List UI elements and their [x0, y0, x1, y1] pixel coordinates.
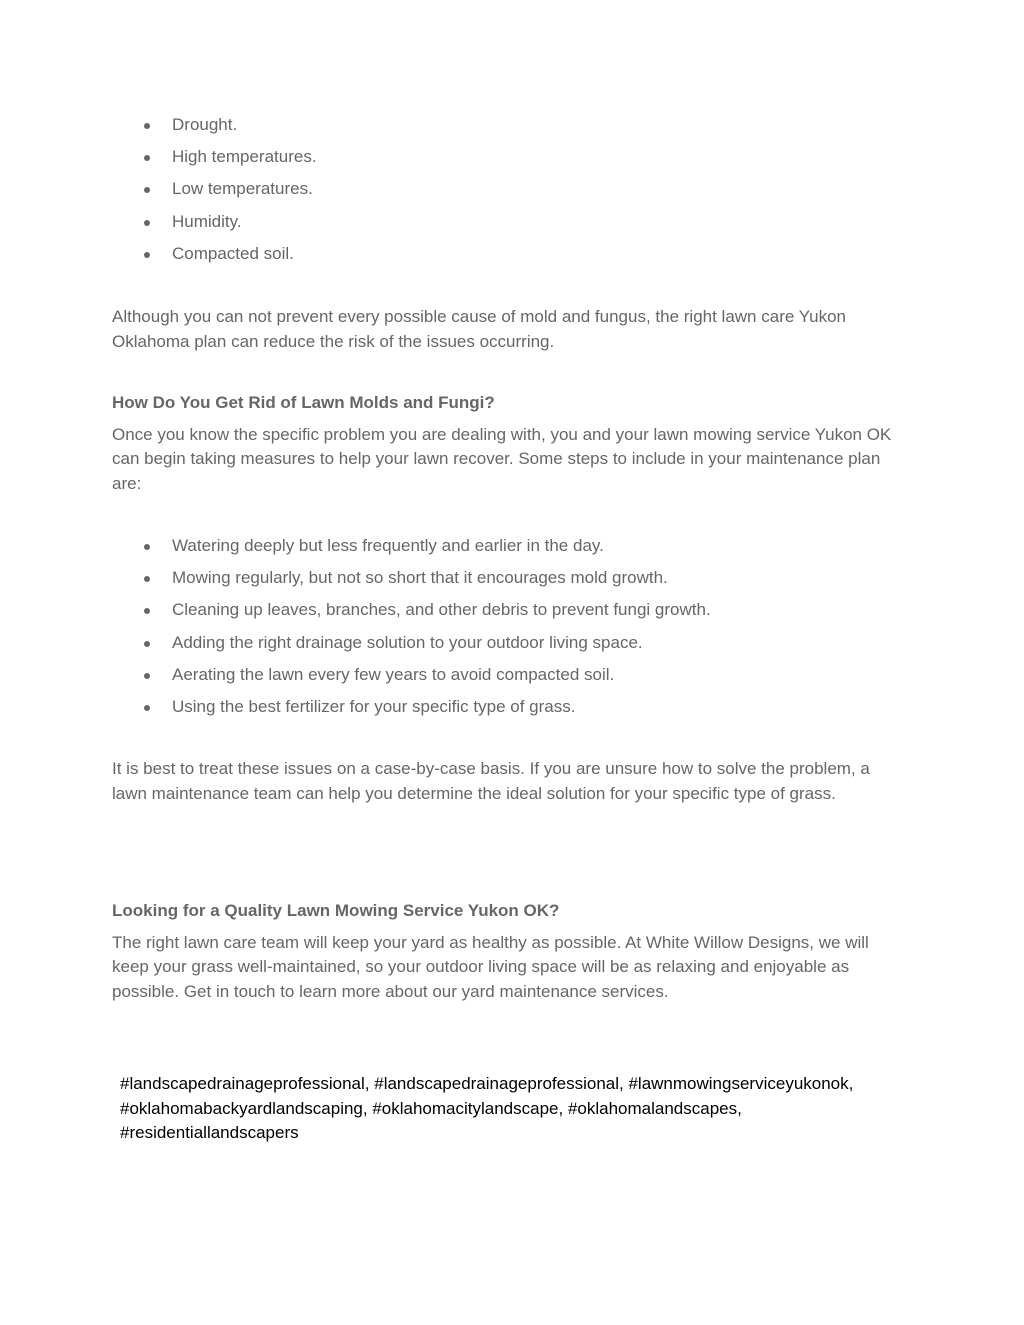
list-item-text: Using the best fertilizer for your specific type of grass. [172, 696, 576, 716]
list-item-text: Low temperatures. [172, 179, 313, 199]
list-item-text: Compacted soil. [172, 243, 294, 263]
list-item [112, 663, 902, 695]
prevention-paragraph: Although you can not prevent every possible cause of mold and fungus, the right lawn care Yukon Oklahoma plan can reduce the risk of the issues occurring. [112, 307, 846, 351]
bullet-icon [144, 608, 150, 614]
list-item [112, 145, 902, 177]
steps-list [112, 534, 902, 727]
hashtags: #landscapedrainageprofessional, #landscapedrainageprofessional, #lawnmowingserviceyukonok, #oklahomabackyardlandscaping, #oklahomacitylandscape, #oklahomalandscapes, #residentiallandscapers [120, 1074, 854, 1142]
list-item-text: Adding the right drainage solution to your outdoor living space. [172, 632, 643, 652]
section-heading: How Do You Get Rid of Lawn Molds and Fungi? [112, 393, 495, 412]
list-item-text: Humidity. [172, 211, 242, 231]
list-item [112, 113, 902, 145]
list-item [112, 210, 902, 242]
list-item [112, 242, 902, 274]
section-body: The right lawn care team will keep your yard as healthy as possible. At White Willow Designs, we will keep your grass well-maintained, so your outdoor living space will be as relaxing and enjoyable as possible. Get in touch to learn more about our yard maintenance services. [112, 932, 869, 1001]
list-item [112, 631, 902, 663]
bullet-icon [144, 705, 150, 711]
case-by-case-paragraph-block [112, 757, 902, 806]
bullet-icon [144, 673, 150, 679]
bullet-icon [144, 155, 150, 161]
section-heading: Looking for a Quality Lawn Mowing Service Yukon OK? [112, 901, 560, 920]
list-item-text: Aerating the lawn every few years to avoid compacted soil. [172, 664, 615, 684]
prevention-paragraph-block [112, 305, 902, 354]
bullet-icon [144, 576, 150, 582]
bullet-icon [144, 123, 150, 129]
causes-list [112, 113, 902, 274]
section-molds-fungi [112, 391, 902, 496]
list-item [112, 177, 902, 209]
list-item-text: Cleaning up leaves, branches, and other debris to prevent fungi growth. [172, 600, 711, 620]
list-item [112, 566, 902, 598]
list-item-text: Drought. [172, 115, 238, 134]
section-quality-mowing [112, 899, 902, 1004]
bullet-icon [144, 544, 150, 550]
bullet-icon [144, 252, 150, 258]
list-item-text: Watering deeply but less frequently and earlier in the day. [172, 536, 604, 555]
list-item-text: Mowing regularly, but not so short that it encourages mold growth. [172, 568, 668, 588]
case-by-case-paragraph: It is best to treat these issues on a case-by-case basis. If you are unsure how to solve the problem, a lawn maintenance team can help you determine the ideal solution for your specific type of grass. [112, 759, 870, 803]
list-item [112, 598, 902, 630]
bullet-icon [144, 220, 150, 226]
section-body: Once you know the specific problem you are dealing with, you and your lawn mowing service Yukon OK can begin taking measures to help your lawn recover. Some steps to include in your maintenance plan are: [112, 424, 892, 493]
bullet-icon [144, 641, 150, 647]
bullet-icon [144, 187, 150, 193]
causes-list-block [112, 113, 902, 274]
steps-list-block [112, 534, 902, 727]
list-item [112, 534, 902, 566]
list-item [112, 695, 902, 727]
list-item-text: High temperatures. [172, 147, 317, 167]
